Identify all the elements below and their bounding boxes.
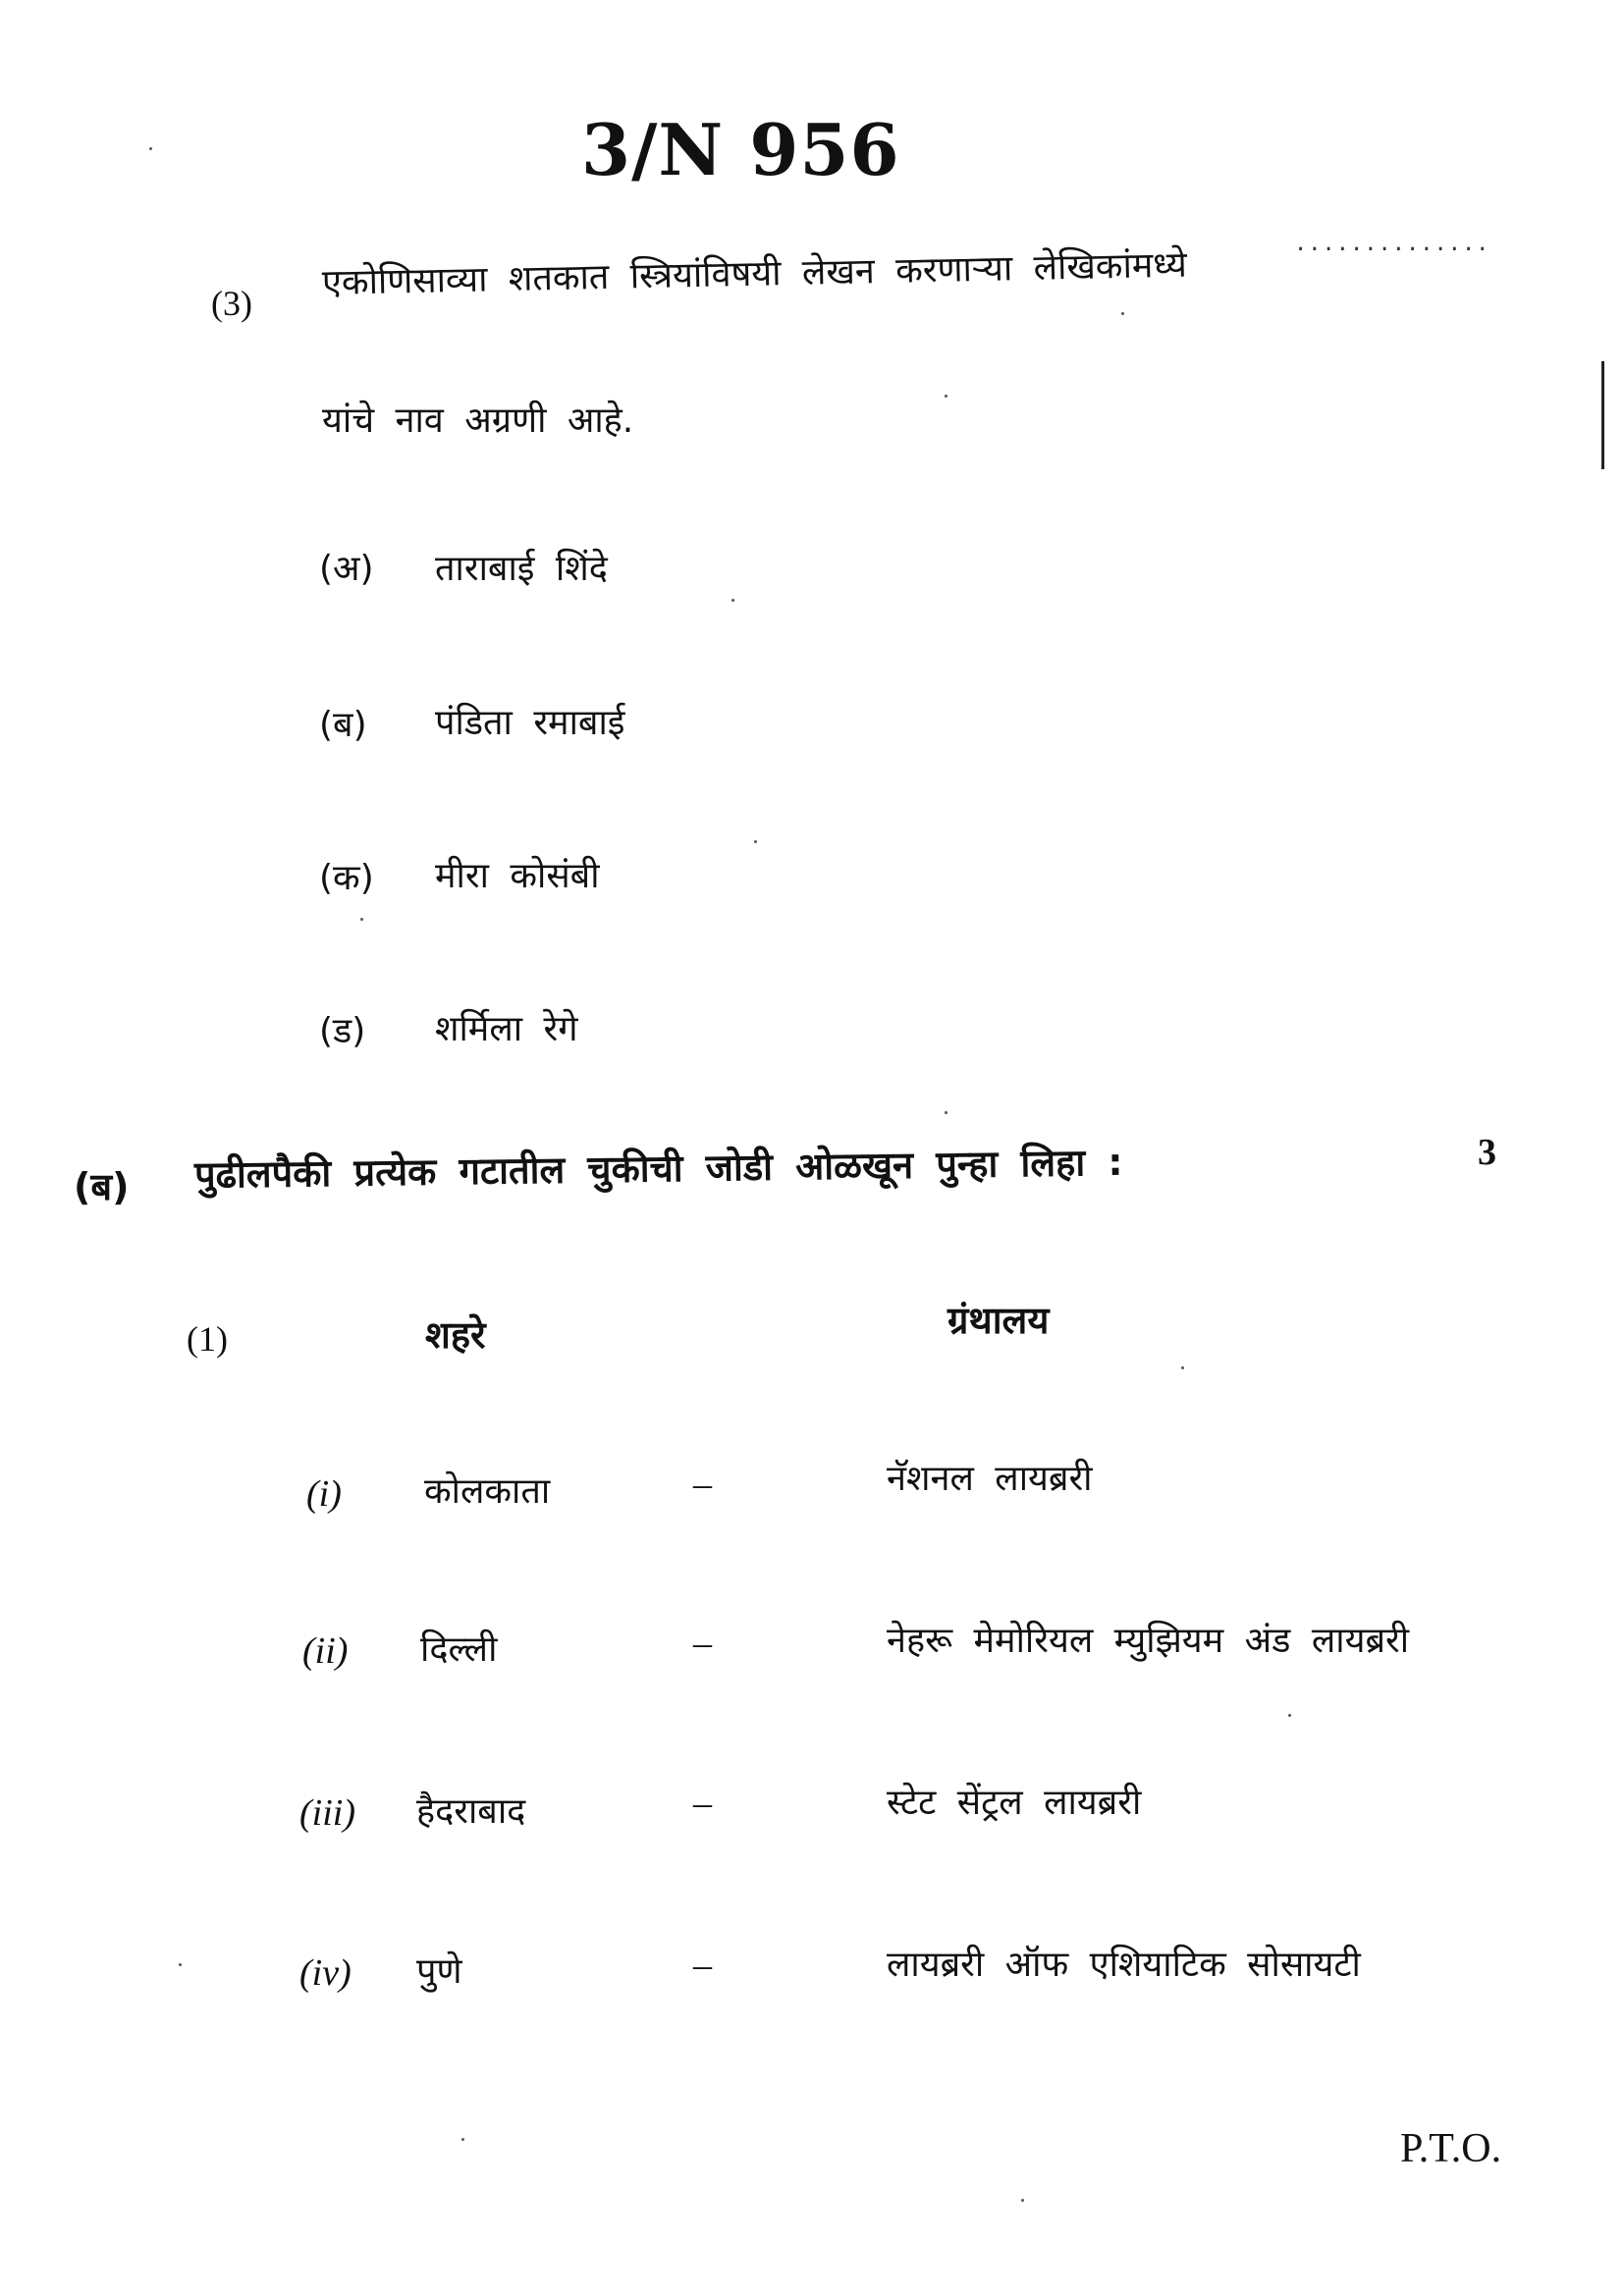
scan-speck bbox=[731, 599, 734, 602]
scan-speck bbox=[1121, 312, 1124, 315]
option-text: मीरा कोसंबी bbox=[435, 856, 600, 896]
section-instruction: पुढीलपैकी प्रत्येक गटातील चुकीची जोडी ओळखून पुन्हा लिहा : bbox=[193, 1140, 1123, 1197]
question-line-2: यांचे नाव अग्रणी आहे. bbox=[322, 400, 634, 441]
group-number: (1) bbox=[187, 1319, 228, 1359]
row-library: स्टेट सेंट्रल लायब्ररी bbox=[887, 1783, 1142, 1823]
scan-margin-line bbox=[1601, 361, 1604, 469]
row-dash: – bbox=[693, 1623, 712, 1664]
row-roman: (iv) bbox=[299, 1952, 352, 1994]
option-text: ताराबाई शिंदे bbox=[435, 549, 608, 589]
scan-speck bbox=[945, 395, 947, 398]
scan-speck bbox=[1021, 2199, 1024, 2202]
answer-blank: .............. bbox=[1294, 232, 1490, 256]
row-roman: (i) bbox=[306, 1473, 342, 1515]
scan-speck bbox=[754, 840, 757, 843]
paper-code: 3/N 956 bbox=[581, 108, 900, 191]
row-city: हैदराबाद bbox=[416, 1791, 526, 1832]
row-library: नॅशनल लायब्ररी bbox=[887, 1459, 1093, 1499]
question-number: (3) bbox=[211, 284, 252, 323]
row-library: लायब्ररी ऑफ एशियाटिक सोसायटी bbox=[887, 1945, 1361, 1985]
row-library: नेहरू मेमोरियल म्युझियम अंड लायब्ररी bbox=[887, 1621, 1410, 1661]
scan-speck bbox=[461, 2138, 464, 2141]
question-line-1: एकोणिसाव्या शतकात स्त्रियांविषयी लेखन करणाऱ्या लेखिकांमध्ये bbox=[321, 244, 1188, 303]
scan-speck bbox=[149, 147, 152, 150]
row-dash: – bbox=[693, 1783, 712, 1824]
row-dash: – bbox=[693, 1464, 712, 1505]
scan-speck bbox=[945, 1111, 947, 1114]
row-dash: – bbox=[693, 1945, 712, 1986]
scan-speck bbox=[1181, 1366, 1184, 1369]
column-header-cities: शहरे bbox=[425, 1313, 486, 1357]
row-city: दिल्ली bbox=[420, 1629, 498, 1670]
row-roman: (ii) bbox=[302, 1630, 349, 1672]
option-label: (अ) bbox=[319, 549, 374, 589]
option-text: शर्मिला रेगे bbox=[435, 1009, 578, 1049]
row-city: पुणे bbox=[416, 1951, 462, 1992]
row-city: कोलकाता bbox=[424, 1471, 551, 1512]
option-text: पंडिता रमाबाई bbox=[435, 703, 625, 743]
option-label: (ड) bbox=[319, 1011, 366, 1051]
page-turn-over: P.T.O. bbox=[1400, 2126, 1502, 2171]
scan-speck bbox=[179, 1963, 182, 1966]
section-marks: 3 bbox=[1478, 1132, 1496, 1173]
option-label: (ब) bbox=[319, 705, 367, 745]
option-label: (क) bbox=[319, 858, 374, 898]
section-label: (ब) bbox=[74, 1165, 130, 1208]
scan-speck bbox=[1288, 1714, 1291, 1717]
row-roman: (iii) bbox=[299, 1792, 355, 1834]
column-header-libraries: ग्रंथालय bbox=[947, 1299, 1050, 1342]
scan-speck bbox=[360, 918, 363, 921]
